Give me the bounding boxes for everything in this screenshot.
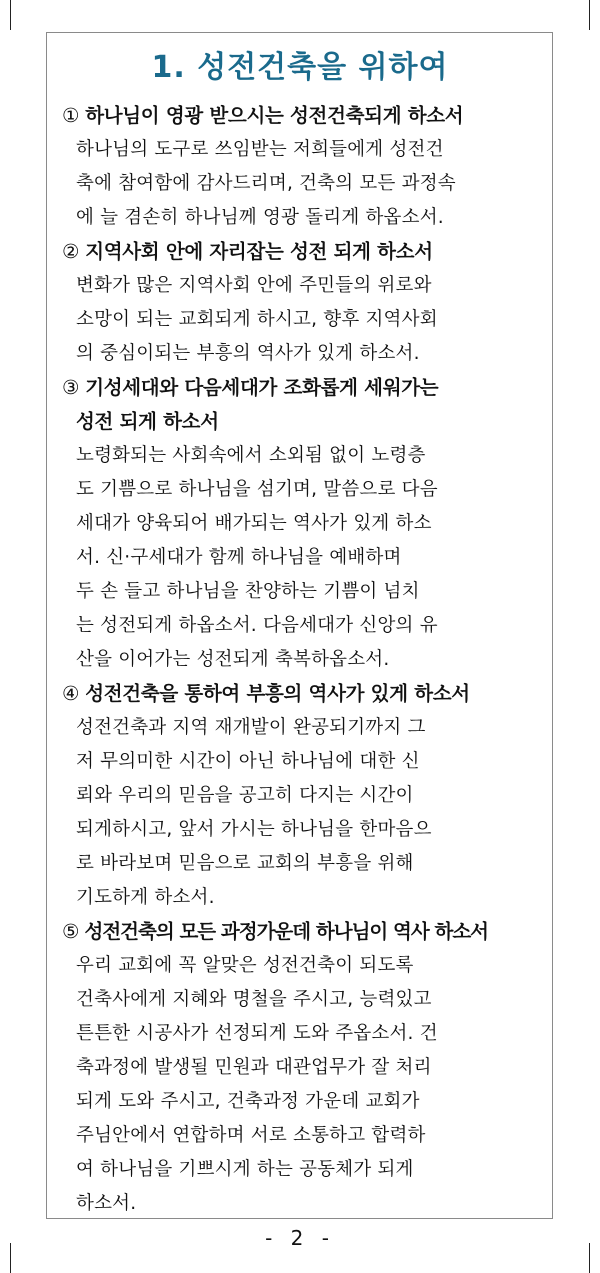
page-title: 1. 성전건축을 위하여 xyxy=(151,50,449,85)
body-line: 건축사에게 지혜와 명철을 주시고, 능력있고 xyxy=(76,989,432,1010)
body-line: 도 기쁨으로 하나님을 섬기며, 말씀으로 다음 xyxy=(76,479,438,500)
prayer-content xyxy=(62,99,538,1221)
section-heading-continuation: 성전 되게 하소서 xyxy=(76,410,219,433)
section-body xyxy=(62,949,538,1221)
body-line: 여 하나님을 기쁘시게 하는 공동체가 되게 xyxy=(76,1159,414,1180)
section-number: ⑤ xyxy=(62,920,79,943)
section-heading-text: 기성세대와 다음세대가 조화롭게 세워가는 xyxy=(85,376,439,399)
body-line: 서. 신·구세대가 함께 하나님을 예배하며 xyxy=(76,547,402,568)
prayer-section-2 xyxy=(62,235,538,371)
body-line: 변화가 많은 지역사회 안에 주민들의 위로와 xyxy=(76,275,432,296)
section-number: ① xyxy=(62,104,80,127)
body-line: 두 손 들고 하나님을 찬양하는 기쁨이 넘치 xyxy=(76,581,420,602)
body-line: 하나님의 도구로 쓰임받는 저희들에게 성전건 xyxy=(76,139,444,160)
section-heading-text: 성전건축의 모든 과정가운데 하나님이 역사 하소서 xyxy=(84,920,489,943)
section-heading xyxy=(62,99,538,133)
page-number: - 2 - xyxy=(265,1226,335,1250)
section-body xyxy=(62,133,538,235)
body-line: 축에 참여함에 감사드리며, 건축의 모든 과정속 xyxy=(76,173,456,194)
body-line: 노령화되는 사회속에서 소외됨 없이 노령층 xyxy=(76,445,426,466)
section-heading xyxy=(62,915,538,949)
body-line: 튼튼한 시공사가 선정되게 도와 주옵소서. 건 xyxy=(76,1023,438,1044)
body-line: 에 늘 겸손히 하나님께 영광 돌리게 하옵소서. xyxy=(76,207,444,228)
section-number: ② xyxy=(62,240,80,263)
section-body xyxy=(62,269,538,371)
prayer-section-1 xyxy=(62,99,538,235)
section-body xyxy=(62,439,538,677)
section-number: ④ xyxy=(62,682,80,705)
body-line: 세대가 양육되어 배가되는 역사가 있게 하소 xyxy=(76,513,432,534)
section-heading-text: 성전건축을 통하여 부흥의 역사가 있게 하소서 xyxy=(85,682,470,705)
prayer-section-4 xyxy=(62,677,538,915)
section-heading-text: 하나님이 영광 받으시는 성전건축되게 하소서 xyxy=(85,104,464,127)
body-line: 저 무의미한 시간이 아닌 하나님에 대한 신 xyxy=(76,751,420,772)
crop-mark-top-left xyxy=(10,0,11,30)
body-line: 뢰와 우리의 믿음을 공고히 다지는 시간이 xyxy=(76,785,414,806)
section-heading xyxy=(62,235,538,269)
body-line: 축과정에 발생될 민원과 대관업무가 잘 처리 xyxy=(76,1057,432,1078)
section-body xyxy=(62,711,538,915)
body-line: 성전건축과 지역 재개발이 완공되기까지 그 xyxy=(76,717,426,738)
body-line: 하소서. xyxy=(76,1193,137,1214)
body-line: 주님안에서 연합하며 서로 소통하고 합력하 xyxy=(76,1125,426,1146)
body-line: 로 바라보며 믿음으로 교회의 부흥을 위해 xyxy=(76,853,414,874)
section-number: ③ xyxy=(62,376,80,399)
section-heading xyxy=(62,677,538,711)
crop-mark-top-right xyxy=(589,0,590,30)
body-line: 산을 이어가는 성전되게 축복하옵소서. xyxy=(76,649,390,670)
body-line: 의 중심이되는 부흥의 역사가 있게 하소서. xyxy=(76,343,420,364)
body-line: 되게 도와 주시고, 건축과정 가운데 교회가 xyxy=(76,1091,420,1112)
body-line: 기도하게 하소서. xyxy=(76,887,215,908)
section-heading-text: 지역사회 안에 자리잡는 성전 되게 하소서 xyxy=(85,240,433,263)
body-line: 우리 교회에 꼭 알맞은 성전건축이 되도록 xyxy=(76,955,414,976)
prayer-section-5 xyxy=(62,915,538,1221)
body-line: 되게하시고, 앞서 가시는 하나님을 한마음으 xyxy=(76,819,432,840)
body-line: 소망이 되는 교회되게 하시고, 향후 지역사회 xyxy=(76,309,438,330)
body-line: 는 성전되게 하옵소서. 다음세대가 신앙의 유 xyxy=(76,615,438,636)
prayer-section-3 xyxy=(62,371,538,677)
section-heading xyxy=(62,371,538,405)
